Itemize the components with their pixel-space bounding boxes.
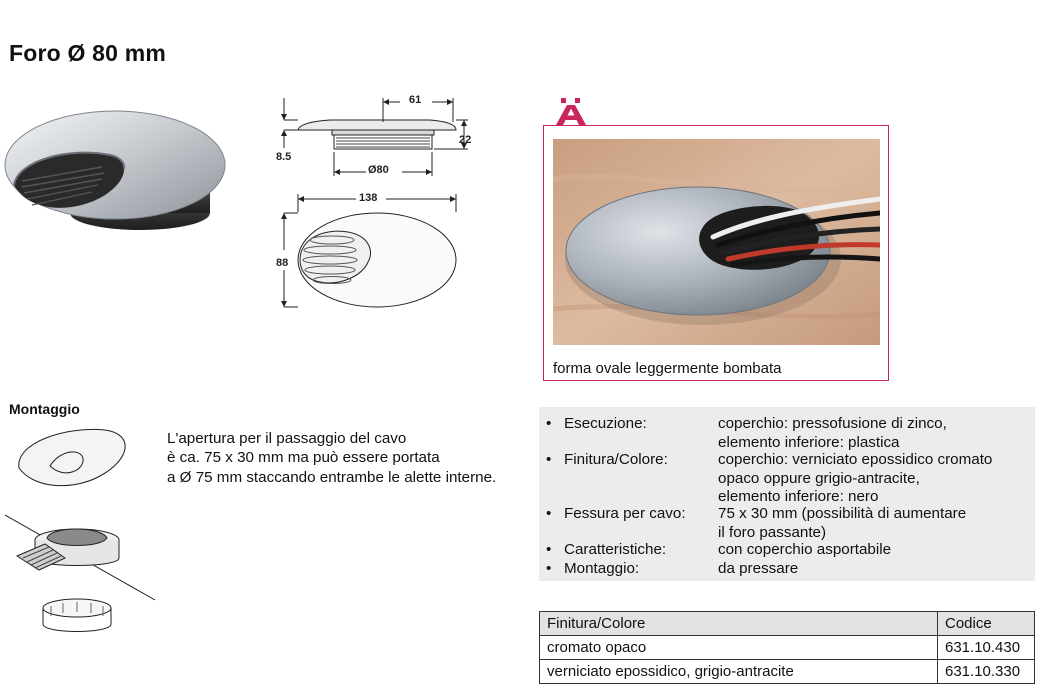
spec-value-line: elemento inferiore: plastica (718, 433, 900, 451)
spec-value (718, 541, 891, 560)
spec-label: Finitura/Colore: (564, 451, 668, 468)
spec-value-line: da pressare (718, 560, 799, 577)
table-header-row (540, 612, 1035, 636)
spec-value-line: con coperchio asportabile (718, 541, 892, 558)
column-header-finish: Finitura/Colore (540, 612, 938, 636)
spec-label: Esecuzione: (564, 415, 647, 432)
spec-value (718, 451, 992, 507)
spec-value-line: opaco oppure grigio-antracite, (718, 469, 920, 487)
spec-value (718, 560, 798, 579)
bullet: • (546, 451, 552, 468)
dim-length: 138 (359, 192, 378, 204)
dim-height-cap: 8.5 (276, 151, 292, 163)
dim-height-total: 22 (459, 134, 472, 146)
spec-value-line: elemento inferiore: nero (718, 488, 879, 505)
photo-caption: forma ovale leggermente bombata (553, 360, 782, 377)
spec-value-line: 75 x 30 mm (possibilità di aumentare (718, 505, 967, 522)
product-code-table (539, 611, 1035, 684)
cell-code: 631.10.330 (938, 660, 1035, 684)
spec-label: Caratteristiche: (564, 541, 667, 558)
spec-value (718, 415, 947, 452)
dim-depth: 88 (276, 257, 289, 269)
description-line: a Ø 75 mm staccando entrambe le alette interne. (167, 468, 497, 486)
section-heading: Montaggio (9, 401, 80, 417)
cell-code: 631.10.430 (938, 636, 1035, 660)
bullet: • (546, 415, 552, 432)
bullet: • (546, 505, 552, 522)
new-badge-icon (554, 96, 588, 126)
description-line: L'apertura per il passaggio del cavo (167, 430, 407, 447)
spec-value-line: coperchio: verniciato epossidico cromato (718, 451, 993, 468)
cell-finish: cromato opaco (540, 636, 938, 660)
technical-drawing (270, 90, 485, 320)
spec-value (718, 505, 966, 542)
spec-label: Fessura per cavo: (564, 505, 686, 522)
cell-finish: verniciato epossidico, grigio-antracite (540, 660, 938, 684)
mounting-description (167, 429, 496, 487)
table-row (540, 660, 1035, 684)
bullet: • (546, 560, 552, 577)
description-line: è ca. 75 x 30 mm ma può essere portata (167, 449, 440, 467)
page-title: Foro Ø 80 mm (9, 40, 167, 66)
bullet: • (546, 541, 552, 558)
product-photo (553, 139, 880, 345)
spec-label: Montaggio: (564, 560, 640, 577)
table-row (540, 636, 1035, 660)
specs-panel (539, 407, 1035, 581)
spec-value-line: il foro passante) (718, 523, 827, 541)
dim-diameter: Ø80 (368, 164, 389, 176)
dim-width-top: 61 (409, 94, 422, 106)
product-illustration (0, 95, 235, 235)
spec-value-line: coperchio: pressofusione di zinco, (718, 415, 947, 432)
mounting-illustration (5, 418, 160, 648)
column-header-code: Codice (938, 612, 1035, 636)
